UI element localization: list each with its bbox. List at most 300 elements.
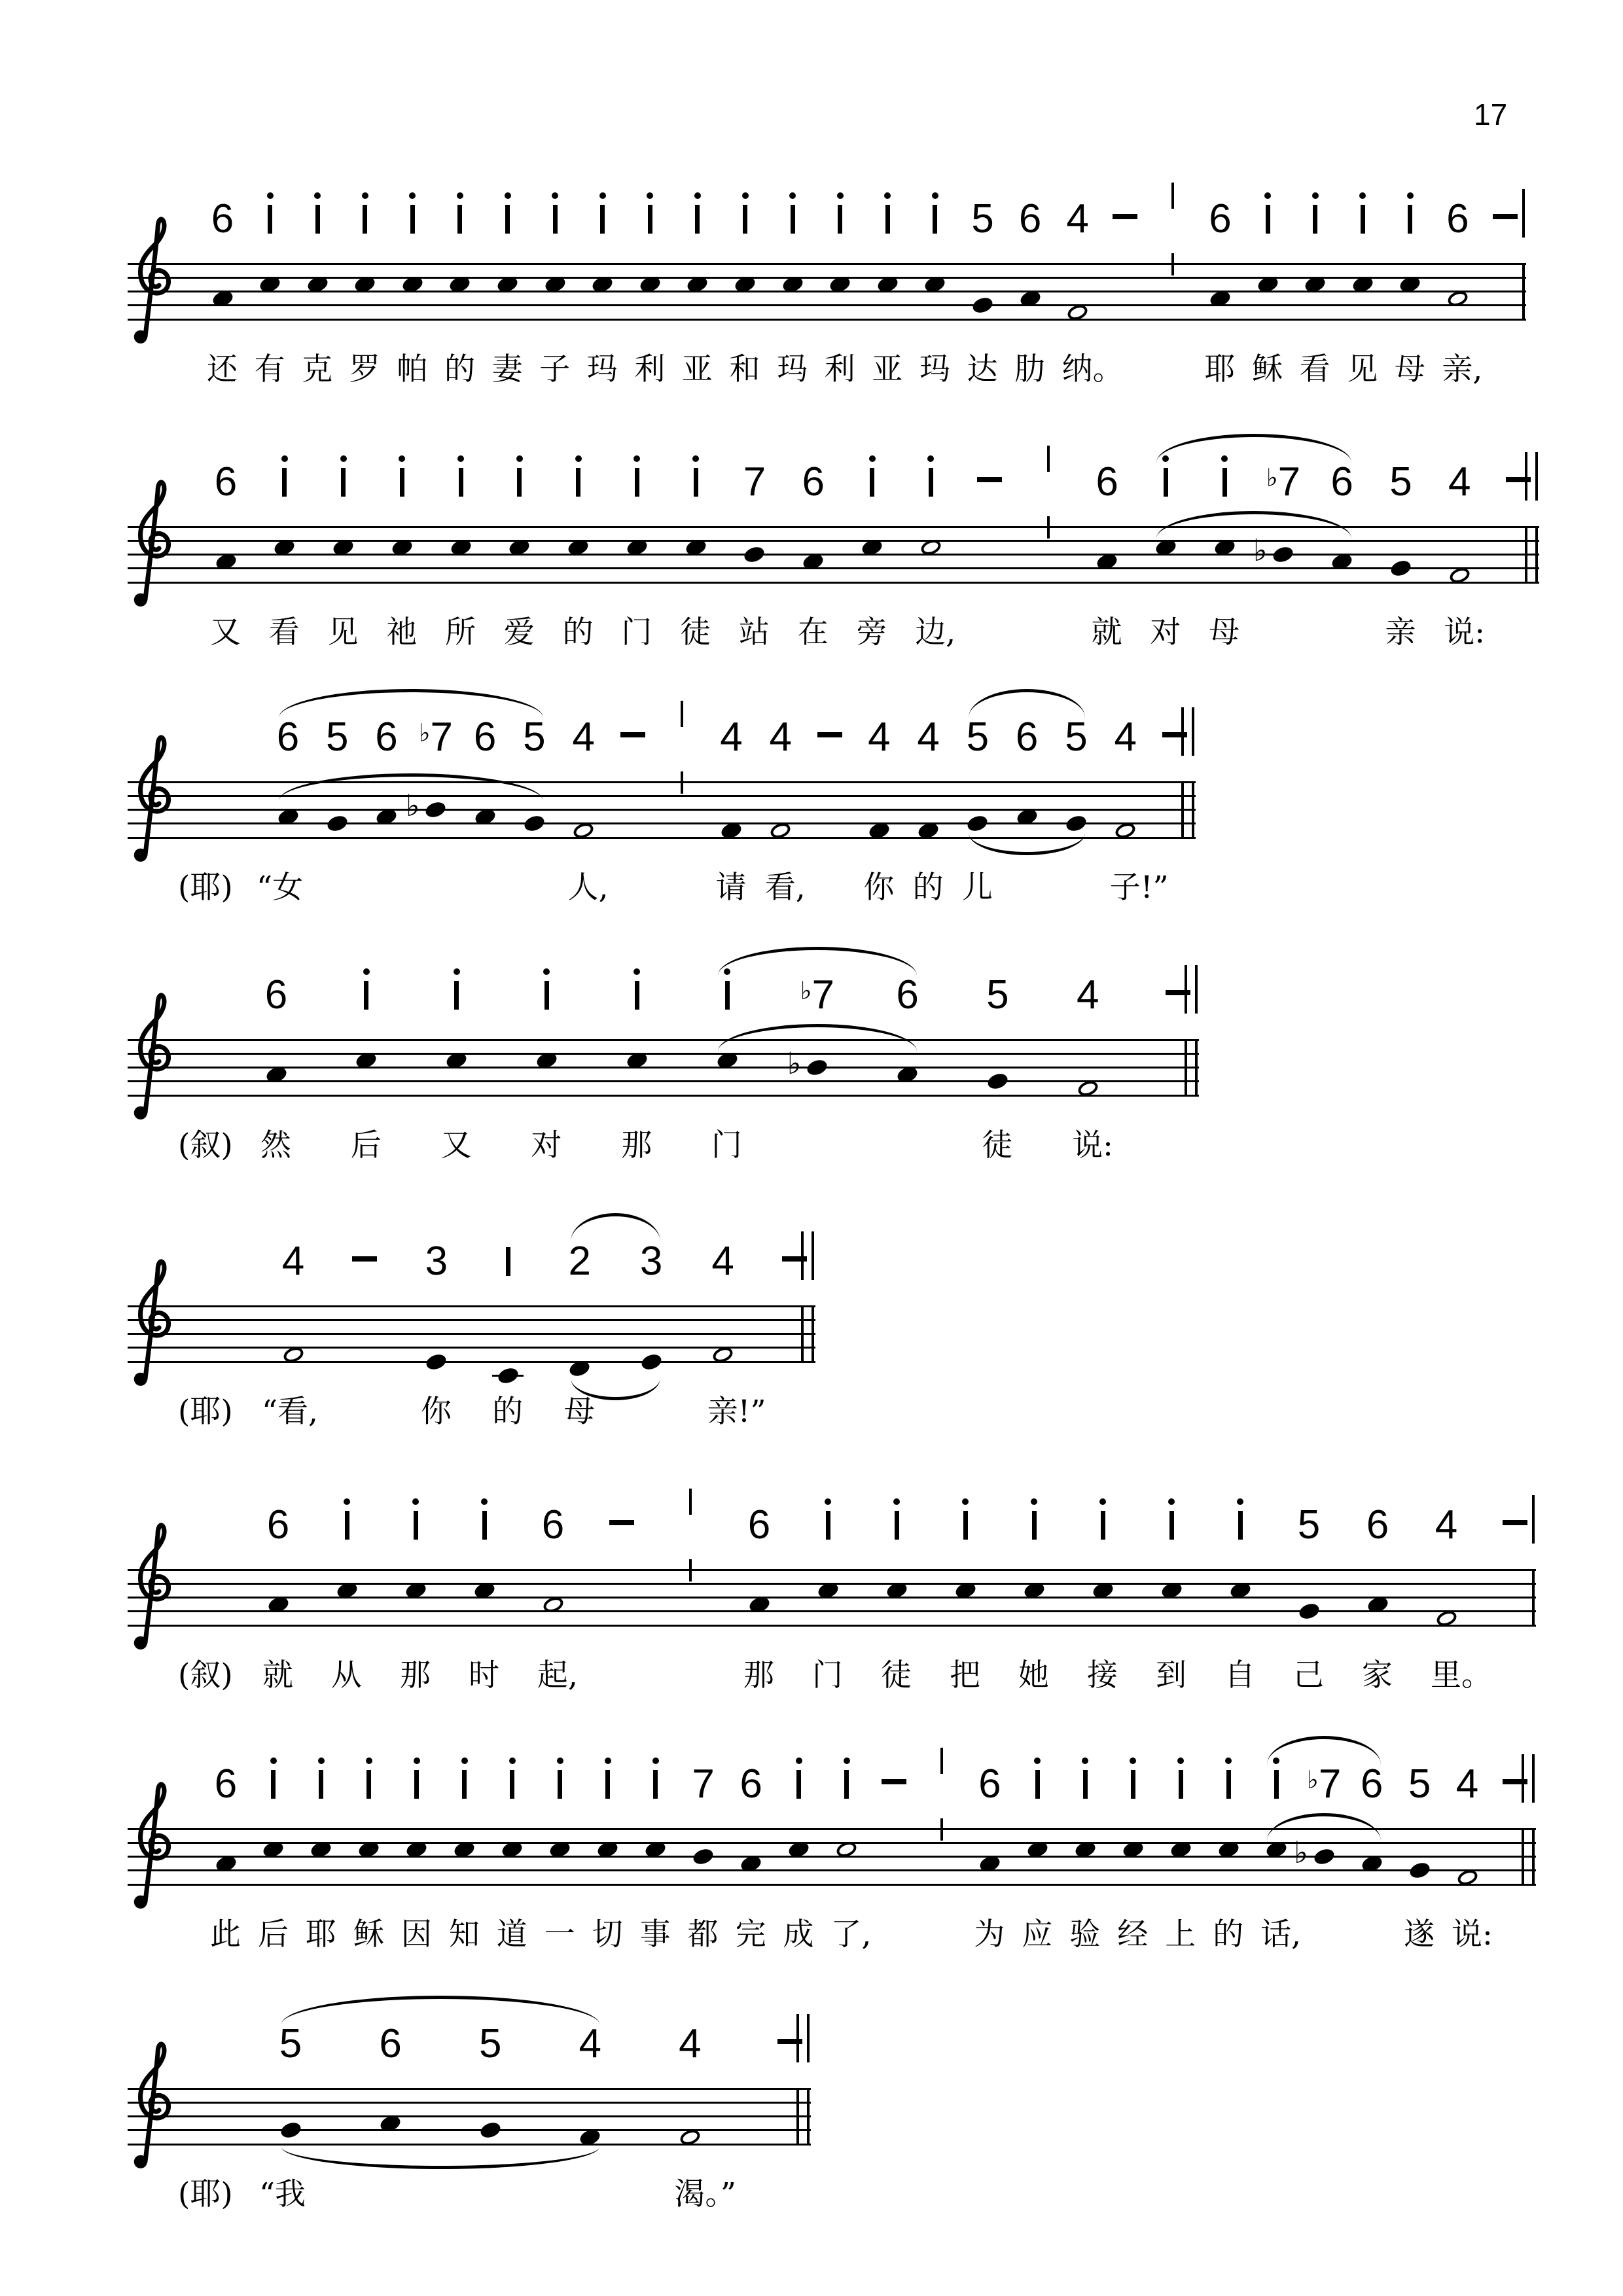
octave-dot: [633, 968, 640, 975]
jianpu-number: 4: [281, 1239, 305, 1284]
octave-dot: [962, 1498, 969, 1505]
mid-barline-tick: [940, 1818, 943, 1841]
octave-dot: [505, 192, 511, 199]
octave-dot: [363, 968, 370, 975]
lyric-syllable: 应: [1022, 1916, 1053, 1953]
jianpu-number: [282, 468, 287, 497]
slur: [1267, 1813, 1381, 1841]
duration-dash: [352, 1256, 377, 1262]
jianpu-number: [1164, 468, 1168, 497]
octave-dot: [575, 455, 582, 462]
lyric-syllable: 又: [210, 614, 241, 651]
lyric-syllable: 耶: [1204, 351, 1236, 388]
staff-line: [128, 567, 1539, 569]
jianpu-number: [885, 205, 890, 234]
end-barline: [1525, 526, 1527, 584]
jianpu-number: 5: [966, 715, 990, 760]
lyric-syllable: 到: [1156, 1657, 1186, 1694]
lyric-syllable: 帕: [397, 351, 428, 388]
octave-dot: [509, 1757, 516, 1764]
slur: [281, 1996, 599, 2024]
octave-dot: [340, 455, 347, 462]
octave-dot: [599, 192, 606, 199]
jianpu-number: [1101, 1511, 1105, 1540]
jianpu-number: [725, 981, 730, 1010]
note-head: [743, 544, 766, 565]
octave-dot: [267, 192, 274, 199]
end-barline: [1522, 189, 1525, 238]
lyric-syllable: 验: [1069, 1916, 1101, 1953]
slur: [1267, 1736, 1381, 1765]
lyric-syllable: 站: [738, 614, 770, 651]
jianpu-number: ♭7: [800, 972, 834, 1017]
speaker-label: (耶): [178, 870, 233, 906]
flat-sign: ♭: [1294, 1834, 1308, 1870]
lyric-syllable: 见: [1347, 351, 1378, 388]
jianpu-number: 6: [266, 1502, 290, 1547]
jianpu-number: 6: [1330, 459, 1353, 504]
jianpu-number: 5: [478, 2021, 502, 2066]
lyric-syllable: 徒: [881, 1657, 912, 1694]
jianpu-number: 7: [743, 459, 766, 504]
lyric-syllable: 边,: [915, 614, 956, 651]
speaker-label: (耶): [178, 1394, 233, 1430]
lyric-syllable: 见: [327, 614, 359, 651]
end-barline: [1185, 965, 1187, 1014]
octave-dot: [837, 192, 844, 199]
jianpu-number: 4: [720, 715, 743, 760]
staff-line: [128, 1080, 1199, 1082]
lyric-syllable: 道: [496, 1916, 527, 1953]
octave-dot: [932, 192, 938, 199]
jianpu-number: [544, 981, 549, 1010]
jianpu-number: [414, 1770, 419, 1799]
jianpu-number: [1035, 1770, 1040, 1799]
lyric-syllable: 遂: [1404, 1916, 1435, 1953]
lyric-syllable: 从: [331, 1657, 362, 1694]
lyric-syllable: 此: [210, 1916, 241, 1953]
lyric-syllable: 还: [207, 351, 238, 388]
jianpu-number: [653, 1770, 658, 1799]
lyric-syllable: 了,: [830, 1916, 872, 1953]
lyric-syllable: 上: [1165, 1916, 1196, 1953]
note-head: [424, 800, 448, 820]
end-barline: [801, 1305, 804, 1363]
jianpu-number: [695, 205, 700, 234]
lyric-syllable: 你: [863, 870, 895, 906]
note-head: [986, 1072, 1009, 1092]
octave-dot: [344, 1498, 350, 1505]
lyric-syllable: 完: [735, 1916, 766, 1953]
jianpu-number: [791, 205, 795, 234]
lyric-syllable: 肋: [1014, 351, 1046, 388]
jianpu-number: 6: [740, 1761, 762, 1807]
octave-dot: [652, 1757, 659, 1764]
lyric-syllable: 妻: [491, 351, 523, 388]
lyric-syllable: 亲,: [1442, 351, 1483, 388]
duration-dash: [1493, 214, 1518, 219]
octave-dot: [1225, 1757, 1232, 1764]
jianpu-number: [576, 468, 580, 497]
octave-dot: [647, 192, 653, 199]
jianpu-number: ♭7: [1266, 459, 1301, 504]
jianpu-number: [315, 205, 320, 234]
octave-dot: [414, 1757, 420, 1764]
end-barline: [1192, 707, 1194, 756]
jianpu-number: 6: [473, 715, 497, 760]
octave-dot: [1359, 192, 1366, 199]
end-barline: [1192, 781, 1194, 839]
octave-dot: [412, 1498, 419, 1505]
staff-line: [128, 1842, 1536, 1844]
staff-line: [128, 1347, 815, 1349]
treble-clef-icon: [123, 474, 183, 613]
lyric-syllable: 的: [492, 1394, 524, 1430]
end-barline: [1181, 707, 1184, 756]
octave-dot: [281, 455, 288, 462]
treble-clef-icon: [123, 1254, 183, 1392]
octave-dot: [884, 192, 891, 199]
staff-line: [128, 2115, 811, 2117]
note-head: [325, 814, 349, 834]
octave-dot: [1034, 1757, 1041, 1764]
jianpu-number: 6: [375, 715, 398, 760]
end-barline: [1181, 781, 1184, 839]
mid-barline-tick: [940, 1748, 943, 1774]
end-barline: [1522, 263, 1525, 321]
jianpu-number: [635, 981, 639, 1010]
slur: [279, 689, 543, 718]
staff-line: [128, 1319, 815, 1321]
staff-line: [128, 1305, 815, 1307]
octave-dot: [694, 192, 701, 199]
slur: [279, 773, 543, 801]
lyric-syllable: 接: [1087, 1657, 1118, 1694]
slur: [281, 2147, 599, 2169]
lyric-syllable: 那: [743, 1657, 774, 1694]
jianpu-number: ♭7: [1306, 1761, 1342, 1807]
jianpu-number: [517, 468, 522, 497]
slur: [718, 1024, 917, 1051]
jianpu-number: 7: [692, 1761, 715, 1807]
lyric-syllable: 所: [445, 614, 476, 651]
end-barline: [1535, 526, 1538, 584]
jianpu-number: 4: [917, 715, 940, 760]
lyric-syllable: 家: [1362, 1657, 1393, 1694]
lyric-syllable: 己: [1293, 1657, 1324, 1694]
lyric-syllable: 然: [260, 1127, 291, 1164]
octave-dot: [1099, 1498, 1106, 1505]
lyric-syllable: 说:: [1072, 1127, 1114, 1164]
jianpu-number: [743, 205, 747, 234]
jianpu-number: 5: [1065, 715, 1088, 760]
flat-sign: ♭: [418, 720, 431, 747]
staff-line: [128, 582, 1539, 584]
lyric-syllable: 母: [1209, 614, 1240, 651]
jianpu-number: 6: [264, 972, 288, 1017]
end-barline: [1195, 965, 1198, 1014]
lyric-syllable: 说:: [1452, 1916, 1493, 1953]
jianpu-number: 5: [279, 2021, 302, 2066]
jianpu-number: [457, 205, 462, 234]
jianpu-number: [271, 1770, 276, 1799]
jianpu-number: [482, 1511, 487, 1540]
treble-clef-icon: [123, 211, 183, 350]
jianpu-number: 4: [868, 715, 891, 760]
jianpu-number: 5: [986, 972, 1009, 1017]
staff-line: [128, 319, 1526, 321]
end-barline: [1525, 452, 1527, 501]
staff-line: [128, 1869, 1536, 1871]
jianpu-number: [1222, 468, 1227, 497]
lyric-syllable: 都: [687, 1916, 719, 1953]
jianpu-number: [1408, 205, 1412, 234]
lyric-syllable: 罗: [349, 351, 380, 388]
note-head: [1389, 559, 1412, 579]
lyric-syllable: 门: [621, 614, 652, 651]
lyric-syllable: 请: [715, 870, 747, 906]
note-head: [478, 2121, 502, 2141]
end-barline: [812, 1305, 814, 1363]
lyric-syllable: 事: [639, 1916, 671, 1953]
jianpu-number: [933, 205, 937, 234]
octave-dot: [314, 192, 321, 199]
jianpu-number: [838, 205, 842, 234]
end-barline: [1535, 452, 1538, 501]
lyric-syllable: 说:: [1444, 614, 1486, 651]
flat-sign: ♭: [405, 787, 420, 823]
octave-dot: [552, 192, 558, 199]
mid-barline-tick: [1047, 446, 1050, 472]
lyric-syllable: 亲!”: [707, 1394, 766, 1430]
octave-dot: [869, 455, 876, 462]
jianpu-number: 4: [572, 715, 595, 760]
slur: [1156, 511, 1351, 539]
jianpu-number: 6: [1360, 1761, 1383, 1807]
slur: [969, 689, 1086, 718]
speaker-label: (叙): [178, 1127, 233, 1164]
jianpu-number: [1274, 1770, 1279, 1799]
lyric-syllable: 你: [420, 1394, 452, 1430]
note-head: [1064, 814, 1088, 834]
jianpu-number: 6: [214, 1761, 238, 1807]
jianpu-number: [1083, 1770, 1088, 1799]
note-head: [639, 1352, 663, 1372]
jianpu-number: [1131, 1770, 1135, 1799]
jianpu-number: 2: [568, 1239, 591, 1284]
lyric-syllable: 对: [531, 1127, 562, 1164]
jianpu-number: [635, 468, 639, 497]
slur: [1156, 434, 1351, 463]
octave-dot: [1130, 1757, 1136, 1764]
note-head: [522, 814, 546, 834]
octave-dot: [927, 455, 934, 462]
octave-dot: [366, 1757, 372, 1764]
lyric-syllable: 切: [592, 1916, 623, 1953]
octave-dot: [409, 192, 416, 199]
jianpu-number: [345, 1511, 349, 1540]
lyric-syllable: “女: [257, 870, 304, 906]
staff-line: [128, 781, 1196, 783]
jianpu-number: 6: [1096, 459, 1118, 504]
jianpu-number: [341, 468, 346, 497]
staff-line: [128, 1569, 1536, 1571]
speaker-label: (叙): [178, 1657, 233, 1694]
jianpu-number: 6: [214, 459, 238, 504]
note-head: [279, 2121, 302, 2141]
octave-dot: [1312, 192, 1319, 199]
lyric-syllable: 母: [1394, 351, 1425, 388]
flat-sign: ♭: [1306, 1767, 1319, 1794]
octave-dot: [481, 1498, 488, 1505]
lyric-syllable: 渴。”: [674, 2176, 736, 2213]
note-head: [806, 1057, 829, 1078]
jianpu-number: 4: [769, 715, 792, 760]
lyric-syllable: 把: [950, 1657, 980, 1694]
slur: [571, 1213, 660, 1242]
jianpu-number: [319, 1770, 323, 1799]
duration-dash: [1113, 214, 1137, 219]
note-head: [425, 1352, 448, 1372]
duration-dash: [1503, 1520, 1527, 1525]
jianpu-number: [1361, 205, 1365, 234]
lyric-syllable: 玛: [919, 351, 950, 388]
lyric-syllable: 儿: [961, 870, 993, 906]
mid-barline-tick: [1047, 516, 1050, 539]
staff-line: [128, 1625, 1536, 1627]
staff-line: [128, 1361, 815, 1363]
jianpu-number: 6: [211, 196, 234, 241]
octave-dot: [633, 455, 640, 462]
treble-clef-icon: [123, 987, 183, 1126]
jianpu-number: 4: [579, 2021, 602, 2066]
mid-barline-tick: [681, 701, 683, 727]
staff-line: [128, 1095, 1199, 1097]
octave-dot: [605, 1757, 611, 1764]
duration-dash: [620, 732, 645, 737]
octave-dot: [844, 1757, 850, 1764]
note-head: [966, 814, 990, 834]
jianpu-number: 6: [276, 715, 300, 760]
octave-dot: [318, 1757, 325, 1764]
lyric-syllable: 亲: [1385, 614, 1416, 651]
jianpu-number: [694, 468, 698, 497]
jianpu-number: 4: [1455, 1761, 1479, 1807]
jianpu-number: [1266, 205, 1270, 234]
jianpu-number: 6: [541, 1502, 565, 1547]
jianpu-number: [1032, 1511, 1037, 1540]
lyric-syllable: 的: [562, 614, 594, 651]
note-head: [971, 296, 994, 316]
lyric-syllable: 子!”: [1109, 870, 1169, 906]
jianpu-number: [826, 1511, 830, 1540]
lyric-syllable: 祂: [386, 614, 418, 651]
end-barline: [807, 2014, 810, 2062]
lyric-syllable: 和: [729, 351, 760, 388]
jianpu-number: 5: [1408, 1761, 1431, 1807]
end-barline: [796, 2014, 799, 2062]
octave-dot: [893, 1498, 900, 1505]
jianpu-number: [506, 1247, 510, 1276]
jianpu-number: [400, 468, 404, 497]
lyric-syllable: 利: [634, 351, 666, 388]
lyric-syllable: 利: [824, 351, 855, 388]
note-head: [1297, 1602, 1321, 1622]
lyric-syllable: 那: [621, 1127, 652, 1164]
duration-dash: [817, 732, 842, 737]
note-head: [1408, 1861, 1431, 1881]
octave-dot: [1082, 1757, 1088, 1764]
staff-line: [128, 263, 1526, 265]
end-barline: [1522, 1828, 1524, 1886]
jianpu-number: [929, 468, 933, 497]
staff-line: [128, 2144, 811, 2146]
octave-dot: [1168, 1498, 1175, 1505]
duration-dash: [609, 1520, 634, 1525]
octave-dot: [789, 192, 796, 199]
lyric-syllable: 经: [1117, 1916, 1149, 1953]
lyric-syllable: 对: [1150, 614, 1181, 651]
lyric-syllable: 门: [711, 1127, 742, 1164]
jianpu-number: 3: [639, 1239, 663, 1284]
jianpu-number: 6: [1366, 1502, 1389, 1547]
octave-dot: [1031, 1498, 1037, 1505]
jianpu-number: 6: [802, 459, 825, 504]
jianpu-number: 5: [971, 196, 994, 241]
jianpu-number: [510, 1770, 514, 1799]
mid-barline-tick: [1171, 253, 1174, 275]
lyric-syllable: 亚: [681, 351, 713, 388]
lyric-syllable: “我: [259, 2176, 306, 2213]
jianpu-number: [553, 205, 558, 234]
lyric-syllable: 克: [302, 351, 333, 388]
flat-sign: ♭: [1253, 532, 1268, 568]
lyric-syllable: 有: [254, 351, 285, 388]
jianpu-number: [558, 1770, 562, 1799]
lyric-syllable: 门: [812, 1657, 843, 1694]
note-head: [1272, 544, 1295, 565]
staff-line: [128, 1067, 1199, 1069]
jianpu-number: 5: [1297, 1502, 1321, 1547]
lyric-syllable: 人,: [567, 870, 609, 906]
jianpu-number: [366, 1770, 371, 1799]
jianpu-number: 6: [1015, 715, 1039, 760]
end-barline: [1532, 1569, 1535, 1627]
lyric-syllable: 那: [400, 1657, 431, 1694]
jianpu-number: 6: [896, 972, 919, 1017]
end-barline: [1532, 1828, 1535, 1886]
lyric-syllable: 为: [974, 1916, 1005, 1953]
staff-line: [128, 304, 1526, 306]
lyric-syllable: 里。: [1431, 1657, 1492, 1694]
staff-line: [128, 2088, 811, 2090]
end-barline: [1195, 1039, 1198, 1097]
octave-dot: [692, 455, 699, 462]
octave-dot: [557, 1757, 563, 1764]
octave-dot: [461, 1757, 468, 1764]
jianpu-number: [505, 205, 510, 234]
treble-clef-icon: [123, 2036, 183, 2175]
jianpu-number: [963, 1511, 968, 1540]
staff-line: [128, 1039, 1199, 1041]
treble-clef-icon: [123, 1517, 183, 1656]
lyric-syllable: 徒: [680, 614, 711, 651]
jianpu-number: [454, 981, 459, 1010]
staff-line: [128, 2102, 811, 2104]
lyric-syllable: 达: [967, 351, 998, 388]
octave-dot: [796, 1757, 802, 1764]
jianpu-number: 4: [1066, 196, 1089, 241]
